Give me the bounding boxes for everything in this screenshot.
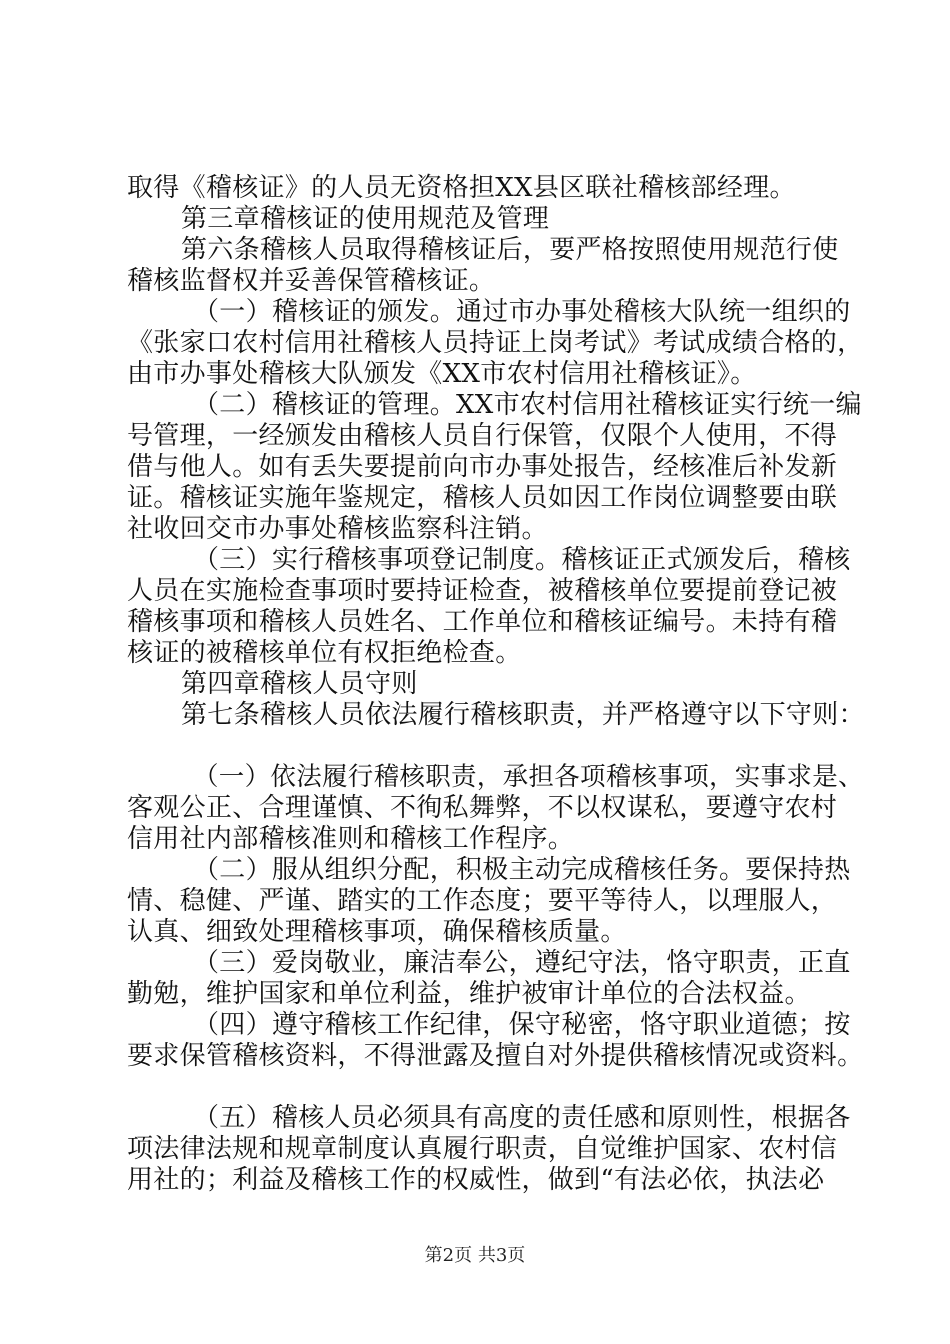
text-line: 由市办事处稽核大队颁发《XX市农村信用社稽核证》。 (127, 359, 757, 389)
clause-line: （一）稽核证的颁发。通过市办事处稽核大队统一组织的 (193, 297, 851, 327)
chapter-heading: 第四章稽核人员守则 (181, 669, 418, 699)
text-line: 借与他人。如有丢失要提前向市办事处报告，经核准后补发新 (127, 452, 838, 482)
clause-line: （三）实行稽核事项登记制度。稽核证正式颁发后，稽核 (193, 545, 851, 575)
paragraph-gap (127, 1072, 867, 1103)
text-line: 稽核监督权并妥善保管稽核证。 (127, 266, 496, 296)
text-line: 情、稳健、严谨、踏实的工作态度；要平等待人，以理服人， (127, 886, 838, 916)
clause-line: （五）稽核人员必须具有高度的责任感和原则性，根据各 (193, 1103, 851, 1133)
text-line: 稽核事项和稽核人员姓名、工作单位和稽核证编号。未持有稽 (127, 607, 838, 637)
text-line: 信用社内部稽核准则和稽核工作程序。 (127, 824, 575, 854)
text-line: 核证的被稽核单位有权拒绝检查。 (127, 638, 522, 668)
paragraph-gap (127, 731, 867, 762)
text-line: 社收回交市办事处稽核监察科注销。 (127, 514, 548, 544)
clause-line: （三）爱岗敬业，廉洁奉公，遵纪守法，恪守职责，正直 (193, 948, 851, 978)
text-line: 勤勉，维护国家和单位利益，维护被审计单位的合法权益。 (127, 979, 811, 1009)
text-line: 取得《稽核证》的人员无资格担XX县区联社稽核部经理。 (127, 173, 796, 203)
article-line: 第六条稽核人员取得稽核证后，要严格按照使用规范行使 (181, 235, 839, 265)
clause-line: （二）服从组织分配，积极主动完成稽核任务。要保持热 (193, 855, 851, 885)
page-footer (0, 1245, 950, 1267)
page-number: 第2页 共3页 (424, 1245, 526, 1266)
document-body (127, 173, 867, 1196)
text-line: 要求保管稽核资料，不得泄露及擅自对外提供稽核情况或资料。 (127, 1041, 864, 1071)
clause-line: （四）遵守稽核工作纪律，保守秘密，恪守职业道德；按 (193, 1010, 851, 1040)
text-line: 号管理，一经颁发由稽核人员自行保管，仅限个人使用，不得 (127, 421, 838, 451)
text-line: 证。稽核证实施年鉴规定，稽核人员如因工作岗位调整要由联 (127, 483, 838, 513)
clause-line: （一）依法履行稽核职责，承担各项稽核事项，实事求是、 (193, 762, 864, 792)
text-line: 认真、细致处理稽核事项，确保稽核质量。 (127, 917, 627, 947)
text-line: 《张家口农村信用社稽核人员持证上岗考试》考试成绩合格的， (127, 328, 864, 358)
chapter-heading: 第三章稽核证的使用规范及管理 (181, 204, 550, 234)
text-line: 项法律法规和规章制度认真履行职责，自觉维护国家、农村信 (127, 1134, 838, 1164)
text-line: 客观公正、合理谨慎、不徇私舞弊，不以权谋私，要遵守农村 (127, 793, 838, 823)
article-line: 第七条稽核人员依法履行稽核职责，并严格遵守以下守则： (181, 700, 865, 730)
text-line: 用社的；利益及稽核工作的权威性，做到“有法必依，执法必 (127, 1165, 825, 1195)
text-line: 人员在实施检查事项时要持证检查，被稽核单位要提前登记被 (127, 576, 838, 606)
clause-line: （二）稽核证的管理。XX市农村信用社稽核证实行统一编 (193, 390, 862, 420)
